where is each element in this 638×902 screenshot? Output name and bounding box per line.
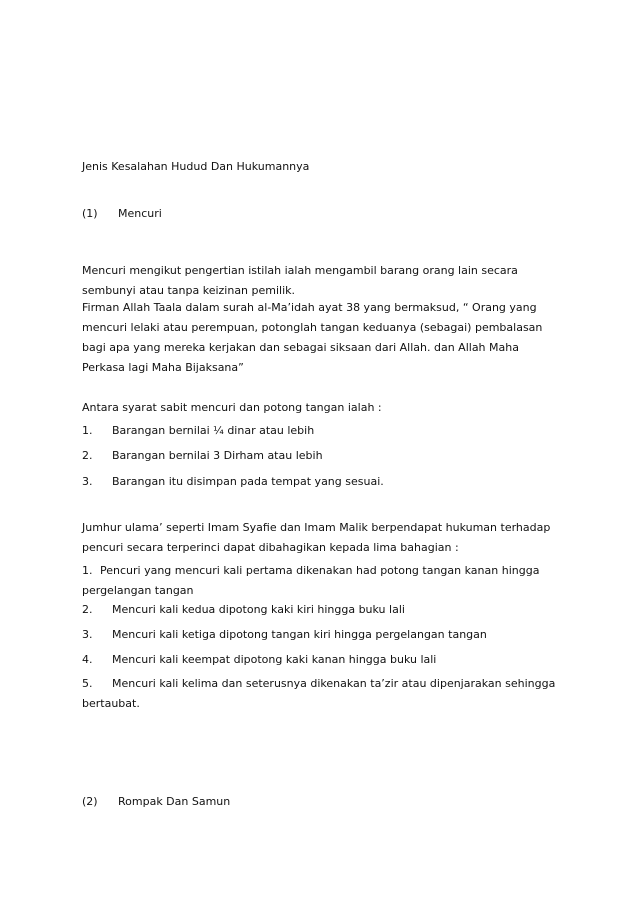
- list-text: Barangan bernilai 3 Dirham atau lebih: [112, 449, 323, 462]
- paragraph-text: Antara syarat sabit mencuri dan potong tangan ialah :: [82, 401, 382, 414]
- paragraph-text: Firman Allah Taala dalam surah al-Ma’idah ayat 38 yang bermaksud, “ Orang yang mencuri lelaki atau perempuan, potonglah tangan keduanya (sebagai) pembalasan bagi apa yang mereka kerjakan dan sebagai siksaan dari Allah. dan Allah Maha Perkasa lagi Maha Bijaksana”: [82, 301, 543, 374]
- list-text: Barangan bernilai ¼ dinar atau lebih: [112, 424, 315, 437]
- document-title-text: Jenis Kesalahan Hudud Dan Hukumannya: [82, 160, 310, 173]
- list-item: [82, 446, 558, 466]
- list-number: 1.: [82, 564, 93, 577]
- list-item: [82, 650, 558, 670]
- list-item: [82, 561, 558, 601]
- list-number: 3.: [82, 628, 93, 641]
- section-heading-2: [82, 792, 558, 812]
- list-number: 4.: [82, 653, 93, 666]
- list-number: 2.: [82, 449, 93, 462]
- list-text: Mencuri kali kedua dipotong kaki kiri hingga buku lali: [112, 603, 405, 616]
- section-heading-1: [82, 204, 558, 224]
- list-text: Pencuri yang mencuri kali pertama dikenakan had potong tangan kanan hingga pergelangan tangan: [82, 564, 540, 597]
- paragraph-text: Mencuri mengikut pengertian istilah ialah mengambil barang orang lain secara sembunyi atau tanpa keizinan pemilik.: [82, 264, 518, 297]
- section-number: (2): [82, 795, 98, 808]
- section-title: Rompak Dan Samun: [118, 795, 231, 808]
- paragraph-text: Jumhur ulama’ seperti Imam Syafie dan Imam Malik berpendapat hukuman terhadap pencuri secara terperinci dapat dibahagikan kepada lima bahagian :: [82, 521, 551, 554]
- paragraph-quote: [82, 298, 558, 378]
- paragraph-definition: [82, 261, 558, 301]
- list-text: Mencuri kali keempat dipotong kaki kanan hingga buku lali: [112, 653, 437, 666]
- section-number: (1): [82, 207, 98, 220]
- list-text: Mencuri kali kelima dan seterusnya dikenakan ta’zir atau dipenjarakan sehingga bertaubat.: [82, 677, 556, 710]
- list-item: [82, 421, 558, 441]
- list-number: 3.: [82, 475, 93, 488]
- list-item: [82, 625, 558, 645]
- section-title: Mencuri: [118, 207, 162, 220]
- list-text: Barangan itu disimpan pada tempat yang sesuai.: [112, 475, 384, 488]
- list-item: [82, 674, 558, 714]
- list-item: [82, 600, 558, 620]
- paragraph-syarat-intro: [82, 398, 558, 418]
- list-number: 5.: [82, 677, 93, 690]
- list-text: Mencuri kali ketiga dipotong tangan kiri hingga pergelangan tangan: [112, 628, 487, 641]
- paragraph-jumhur: [82, 518, 558, 558]
- list-number: 2.: [82, 603, 93, 616]
- document-title: [82, 157, 558, 177]
- list-item: [82, 472, 558, 492]
- list-number: 1.: [82, 424, 93, 437]
